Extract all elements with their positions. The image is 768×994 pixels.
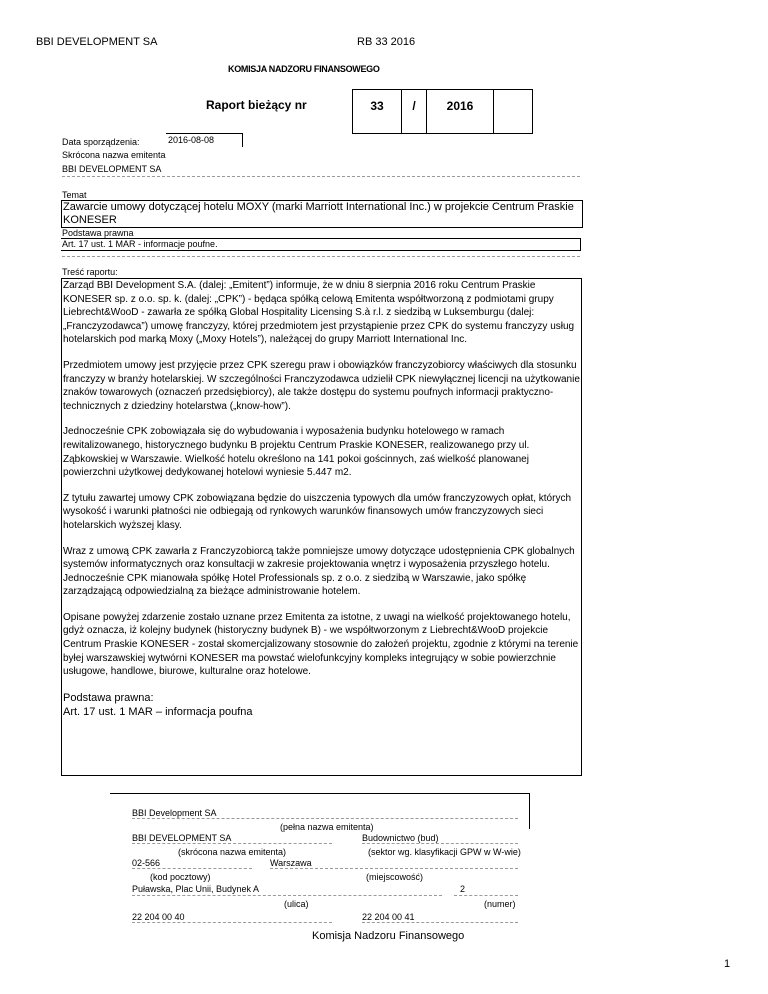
legal-basis-value: Art. 17 ust. 1 MAR - informacje poufne. bbox=[61, 238, 581, 251]
legal-basis-label: Podstawa prawna bbox=[62, 228, 134, 238]
footer-dash bbox=[362, 843, 518, 844]
footer-full-name: BBI Development SA bbox=[132, 808, 217, 818]
report-extra-cell bbox=[493, 89, 533, 134]
footer-city-label: (miejscowość) bbox=[366, 872, 424, 882]
topic-label: Temat bbox=[62, 190, 87, 200]
footer-short-name: BBI DEVELOPMENT SA bbox=[132, 833, 232, 843]
basis-heading: Podstawa prawna: bbox=[63, 691, 154, 704]
page-number: 1 bbox=[724, 958, 731, 970]
footer-city: Warszawa bbox=[270, 858, 312, 868]
footer-dash bbox=[132, 843, 332, 844]
footer-street-label: (ulica) bbox=[284, 899, 309, 909]
report-separator: / bbox=[412, 99, 416, 113]
divider bbox=[62, 176, 580, 177]
short-name-value: BBI DEVELOPMENT SA bbox=[62, 164, 162, 174]
report-number-cell bbox=[352, 89, 402, 134]
footer-dash bbox=[132, 818, 518, 819]
content-label: Treść raportu: bbox=[62, 267, 118, 277]
footer-street: Puławska, Plac Unii, Budynek A bbox=[132, 884, 260, 894]
footer-dash bbox=[362, 922, 518, 923]
footer-dash bbox=[270, 868, 518, 869]
content-paragraph: Zarząd BBI Development S.A. (dalej: „Emitent”) informuje, że w dniu 8 sierpnia 2016 roku Centrum Praskie KONESER sp. z o.o. sp. k. (dalej: „CPK”) - będąca spółką celową Emitenta współtworzoną z podmiotami grupy Liebrecht&WooD - zawarła ze spółką Global Hospitality Licensing S.à r.l. z siedzibą w Luksemburgu (dalej: „Franczyzodawca”) umowę franczyzy, której przedmiotem jest przystąpienie przez CPK do systemu franczyzy usług hotelarskich pod marką Moxy („Moxy Hotels”), należącej do grupy Marriott International Inc. bbox=[63, 280, 575, 346]
footer-rule bbox=[110, 793, 530, 794]
content-paragraph: Przedmiotem umowy jest przyjęcie przez CPK szeregu praw i obowiązków franczyzobiorcy właściwych dla stosunku franczyzy w branży hotelarskiej. W szczególności Franczyzodawca udzielił CPK niewyłącznej licencji na użytkowanie znaków towarowych (oznaczeń przedsiębiorcy), ale także dostępu do systemu poufnych informacji praktyczno-technicznych z dziedziny hotelarstwa („know-how”). bbox=[63, 359, 580, 412]
footer-postal: 02-566 bbox=[132, 858, 161, 868]
report-year: 2016 bbox=[446, 99, 474, 113]
footer-sector-label: (sektor wg. klasyfikacji GPW w W-wie) bbox=[368, 847, 521, 857]
footer-dash bbox=[132, 868, 252, 869]
footer-short-name-label: (skrócona nazwa emitenta) bbox=[178, 847, 287, 857]
footer-phone: 22 204 00 40 bbox=[132, 912, 185, 922]
footer-fax: 22 204 00 41 bbox=[362, 912, 415, 922]
content-paragraph: Z tytułu zawartej umowy CPK zobowiązana będzie do uiszczenia typowych dla umów franczyzowych opłat, których wysokość i warunki płatności nie odbiegają od rynkowych warunków finansowych umów franczyzowych sieci hotelarskich wyższej klasy. bbox=[63, 492, 572, 531]
report-code: RB 33 2016 bbox=[357, 36, 416, 48]
company-header: BBI DEVELOPMENT SA bbox=[36, 36, 158, 48]
content-box bbox=[61, 278, 582, 776]
content-paragraph: Opisane powyżej zdarzenie zostało uznane przez Emitenta za istotne, z uwagi na wielkość projektowanego hotelu, gdyż oznacza, iż kolejny budynek (historyczny budynek B) - we współtworzonym z Liebrecht&WooD projekcie Centrum Praskie KONESER - został skomercjalizowany stosownie do założeń projektu, zgodnie z którymi na terenie byłej warszawskiej wytwórni KONESER ma powstać wielofunkcyjny kompleks integrujący w sobie powierzchnie usługowe, handlowe, biurowe, kulturalne oraz hotelowe. bbox=[63, 611, 579, 678]
footer-number-label: (numer) bbox=[484, 899, 516, 909]
report-number: 33 bbox=[370, 99, 384, 113]
footer-dash bbox=[132, 895, 442, 896]
report-label: Raport bieżący nr bbox=[206, 98, 307, 112]
basis-text: Art. 17 ust. 1 MAR – informacja poufna bbox=[63, 705, 253, 718]
footer-authority: Komisja Nadzoru Finansowego bbox=[312, 930, 465, 942]
content-paragraph: Wraz z umową CPK zawarła z Franczyzobiorcą także pomniejsze umowy dotyczące udostępnienia CPK globalnych systemów informatycznych oraz konsultacji w zakresie projektowania wnętrz i wyposażenia przyszłego hotelu. Jednocześnie CPK mianowała spółkę Hotel Professionals sp. z o.o. z siedzibą w Warszawie, jako spółkę zarządzającą odpowiedzialną za bieżące administrowanie hotelem. bbox=[63, 545, 575, 598]
footer-rule-right bbox=[529, 793, 530, 829]
short-name-label: Skrócona nazwa emitenta bbox=[62, 150, 166, 160]
report-separator-cell bbox=[401, 89, 427, 134]
authority-title: KOMISJA NADZORU FINANSOWEGO bbox=[228, 64, 380, 74]
date-label: Data sporządzenia: bbox=[62, 137, 140, 147]
report-year-cell bbox=[426, 89, 494, 134]
footer-sector: Budownictwo (bud) bbox=[362, 833, 439, 843]
footer-postal-label: (kod pocztowy) bbox=[150, 872, 211, 882]
content-paragraph: Jednocześnie CPK zobowiązała się do wybudowania i wyposażenia budynku hotelowego w ramach rewitalizowanego, historycznego budynku B projektu Centrum Praskie KONESER, realizowanego przy ul. Ząbkowskiej w Warszawie. Wielkość hotelu określono na 141 pokoi gościnnych, zaś wielkość planowanej powierzchni użytkowej dedykowanej hotelowi wyniesie 5.447 m2. bbox=[63, 426, 530, 479]
footer-dash bbox=[454, 895, 518, 896]
footer-street-number: 2 bbox=[460, 884, 466, 894]
divider bbox=[62, 256, 580, 257]
footer-dash bbox=[132, 922, 332, 923]
footer-full-name-label: (pełna nazwa emitenta) bbox=[280, 822, 374, 832]
date-value: 2016-08-08 bbox=[166, 133, 243, 147]
topic-text: Zawarcie umowy dotyczącej hotelu MOXY (marki Marriott International Inc.) w projekcie Centrum Praskie KONESER bbox=[61, 200, 583, 228]
